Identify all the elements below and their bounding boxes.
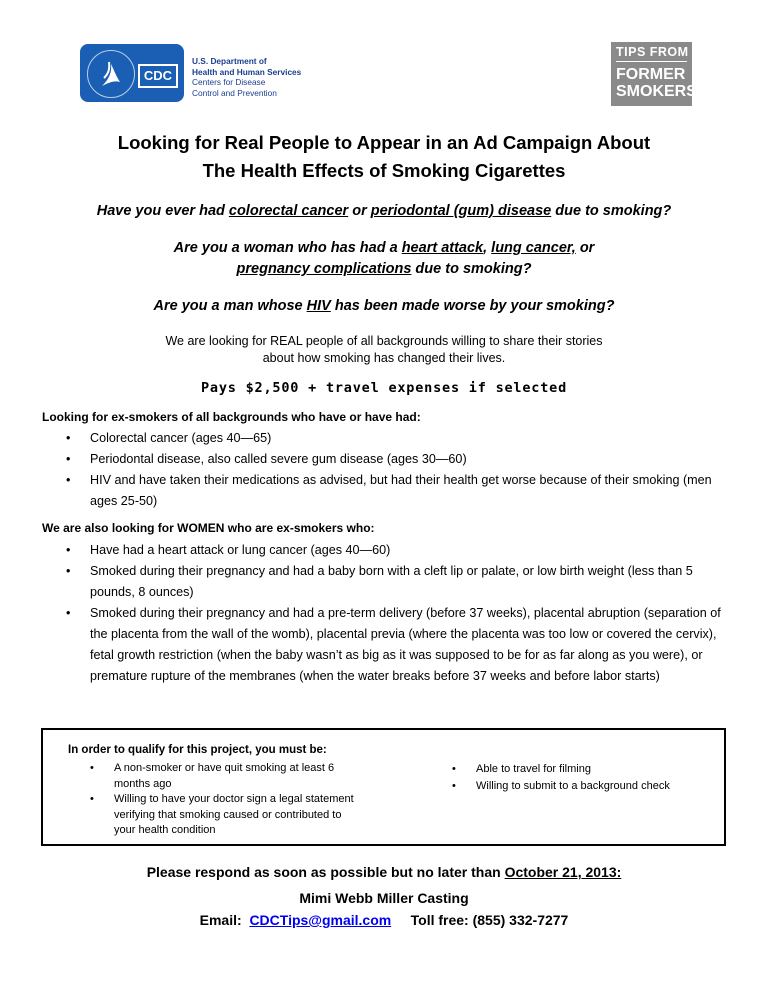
page-title-line2: The Health Effects of Smoking Cigarettes	[202, 160, 566, 181]
section-women-heading: We are also looking for WOMEN who are ex-smokers who:	[42, 521, 375, 535]
list-item: • Willing to have your doctor sign a legal statement verifying that smoking caused or contributed to your health condition	[90, 792, 360, 839]
question-woman-line1: Are you a woman who has had a heart attack, lung cancer, or	[173, 240, 595, 256]
eagle-icon	[98, 56, 124, 90]
toll-free-number: Toll free: (855) 332-7277	[410, 912, 569, 928]
list-item: • Smoked during their pregnancy and had a baby born with a cleft lip or palate, or low birth weight (less than 5 pounds, 8 ounces)	[66, 561, 726, 603]
list-item: • Willing to submit to a background check	[452, 778, 712, 795]
section-women-list	[66, 540, 726, 687]
list-item: • HIV and have taken their medications as advised, but had their health get worse because of their smoking (men ages 25-50)	[66, 470, 726, 512]
contact-info: Email: CDCTips@gmail.com Toll free: (855) 332-7277	[199, 912, 569, 928]
list-item: • Able to travel for filming	[452, 761, 712, 778]
payment-info: Pays $2,500 + travel expenses if selected	[200, 380, 568, 396]
cdc-logo	[80, 44, 184, 102]
qualification-heading: In order to qualify for this project, you must be:	[68, 744, 327, 756]
page-title-line1: Looking for Real People to Appear in an Ad Campaign About	[117, 132, 651, 153]
list-item: • Have had a heart attack or lung cancer (ages 40—60)	[66, 540, 726, 561]
casting-company: Mimi Webb Miller Casting	[299, 890, 469, 906]
question-man-hiv: Are you a man whose HIV has been made worse by your smoking?	[153, 298, 615, 314]
hhs-agency-name: U.S. Department of Health and Human Services Centers for Disease Control and Prevention	[192, 56, 302, 98]
qualification-box	[41, 728, 726, 846]
list-item: • Colorectal cancer (ages 40—65)	[66, 428, 726, 449]
email-link[interactable]: CDCTips@gmail.com	[249, 912, 392, 928]
cdc-wordmark: CDC	[138, 64, 178, 88]
respond-deadline: Please respond as soon as possible but no later than October 21, 2013:	[146, 864, 622, 880]
list-item: • Smoked during their pregnancy and had a pre-term delivery (before 37 weeks), placental abruption (separation of the placenta from the wall of the womb), placental previa (where the placenta was too low or covered the cervix), fetal growth restriction (when the baby wasn’t as big as it was supposed to be for as far along as you were), or premature rupture of the membranes (when the water breaks before 37 weeks and before labor starts)	[66, 603, 726, 687]
tips-from-former-smokers-logo: TIPS FROM FORMER SMOKERS	[611, 42, 692, 106]
section-ex-smokers-heading: Looking for ex-smokers of all backgrounds who have or have had:	[42, 410, 421, 424]
list-item: • Periodontal disease, also called severe gum disease (ages 30—60)	[66, 449, 726, 470]
intro-text: We are looking for REAL people of all backgrounds willing to share their stories about how smoking has changed their lives.	[165, 334, 603, 365]
question-colorectal-periodontal: Have you ever had colorectal cancer or periodontal (gum) disease due to smoking?	[96, 203, 672, 219]
section-ex-smokers-list	[66, 428, 726, 512]
qualification-list-left	[90, 761, 360, 839]
list-item: • A non-smoker or have quit smoking at least 6 months ago	[90, 761, 360, 792]
question-woman-line2: pregnancy complications due to smoking?	[236, 261, 532, 277]
qualification-list-right	[452, 761, 712, 795]
